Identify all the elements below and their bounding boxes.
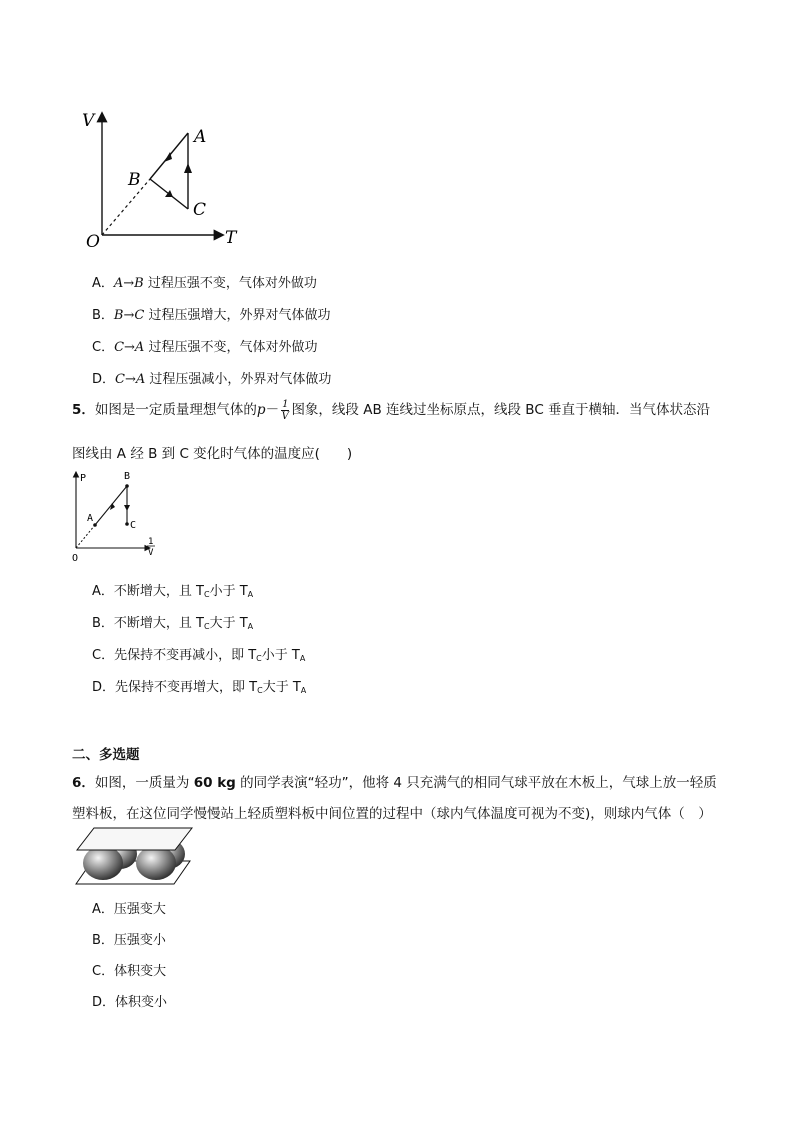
section-heading: 二、多选题 (72, 747, 140, 763)
label-a: A (87, 513, 94, 524)
point-b (125, 484, 129, 488)
pv-graph-figure (68, 466, 164, 566)
one-over-v-fraction: $\frac{1}{V}$ (281, 398, 289, 422)
label-x-num: 1 (148, 537, 154, 547)
point-a (93, 523, 97, 527)
arrow-ca (184, 163, 192, 173)
q6-stem-line2: 塑料板，在这位同学慢慢站上轻质塑料板中间位置的过程中（球内气体温度可视为不变)，则球内气体（ ） (72, 806, 712, 822)
q6-option-c[interactable]: C．体积变大 (92, 964, 167, 979)
q6-stem-line1: 6．如图，一质量为 60 kg 的同学表演“轻功”，他将 4 只充满气的相同气球平放在木板上，气球上放一轻质 (72, 775, 717, 791)
q4-option-c[interactable]: C．C→A 过程压强不变，气体对外做功 (92, 340, 318, 355)
point-c (125, 522, 129, 526)
balloon-front-left (83, 846, 123, 880)
label-b: B (124, 471, 131, 482)
q6-option-a[interactable]: A．压强变大 (92, 902, 166, 917)
q4-option-a[interactable]: A．A→B 过程压强不变，气体对外做功 (92, 276, 317, 291)
arrow-bc (124, 505, 130, 511)
label-b: B (128, 170, 141, 190)
label-o: O (72, 553, 79, 564)
label-a: A (194, 127, 207, 147)
top-board (77, 828, 192, 850)
label-c: C (193, 200, 207, 220)
dashed-origin-line (102, 179, 150, 235)
q5-option-c[interactable]: C．先保持不变再减小，即 $T_C$小于 $T_A$ (92, 648, 306, 663)
label-c: C (130, 520, 137, 531)
label-x-den: V (148, 548, 154, 558)
dashed-origin-line (76, 525, 95, 548)
q6-option-b[interactable]: B．压强变小 (92, 933, 166, 948)
q5-option-b[interactable]: B．不断增大，且 $T_C$大于 $T_A$ (92, 616, 254, 631)
balloon-front-right (136, 846, 176, 880)
q4-option-b[interactable]: B．B→C 过程压强增大，外界对气体做功 (92, 308, 331, 323)
segment-ab (95, 486, 127, 525)
label-v: V (82, 111, 95, 131)
balloons-boards-figure (74, 826, 196, 888)
label-t: T (225, 228, 237, 248)
q5-option-a[interactable]: A．不断增大，且 $T_C$小于 $T_A$ (92, 584, 254, 599)
q6-option-d[interactable]: D．体积变小 (92, 995, 168, 1010)
q5-stem-line2: 图线由 A 经 B 到 C 变化时气体的温度应( ) (72, 446, 353, 462)
label-p: P (80, 473, 87, 484)
label-o: O (86, 232, 100, 252)
q4-option-d[interactable]: D．C→A 过程压强减小，外界对气体做功 (92, 372, 332, 387)
vt-graph-figure (76, 108, 246, 253)
q5-stem-line1: 5．如图是一定质量理想气体的p－ $\frac{1}{V}$ 图象，线段 AB 连线过坐标原点，线段 BC 垂直于横轴．当气体状态沿 (72, 398, 711, 422)
q5-option-d[interactable]: D．先保持不变再增大，即 $T_C$大于 $T_A$ (92, 680, 307, 695)
